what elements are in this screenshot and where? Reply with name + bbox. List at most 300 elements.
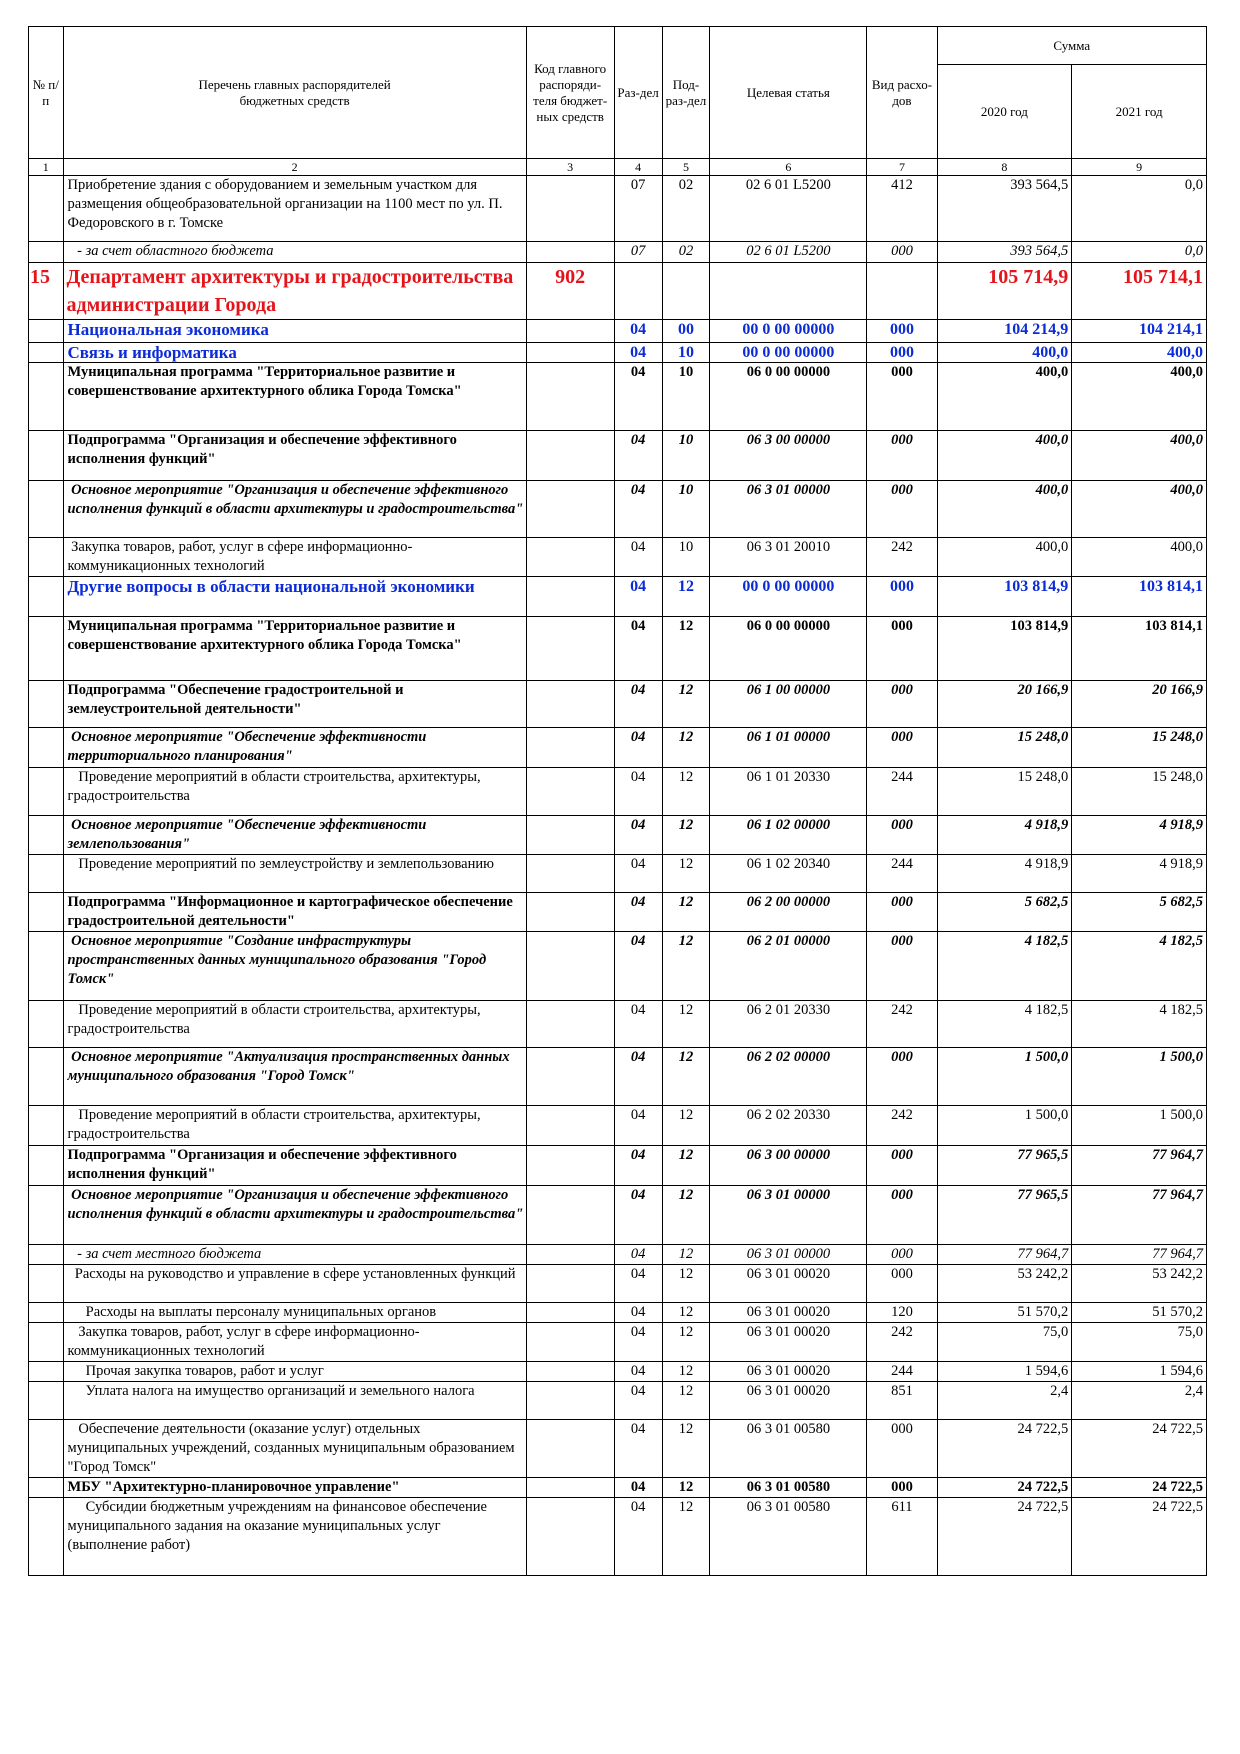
col-podrazdel-header: Под-раз-дел: [662, 27, 710, 159]
row-name: Основное мероприятие "Обеспечение эффективности территориального планирования": [63, 728, 526, 768]
row-razdel: 04: [614, 1106, 662, 1146]
row-article: 06 2 01 20330: [710, 1001, 867, 1048]
row-vid: 000: [867, 577, 937, 617]
row-sum-2021: 24 722,5: [1072, 1498, 1207, 1576]
row-article: 06 1 02 20340: [710, 855, 867, 893]
row-code: [526, 855, 614, 893]
row-vid: 000: [867, 1146, 937, 1186]
row-razdel: 04: [614, 1186, 662, 1245]
row-name: Муниципальная программа "Территориальное развитие и совершенствование архитектурного облика Города Томска": [63, 363, 526, 431]
row-code: [526, 1303, 614, 1323]
row-article: 00 0 00 00000: [710, 320, 867, 343]
row-sum-2021: 4 182,5: [1072, 1001, 1207, 1048]
row-sum-2021: 103 814,1: [1072, 577, 1207, 617]
row-sum-2020: 20 166,9: [937, 681, 1072, 728]
row-name: Проведение мероприятий в области строительства, архитектуры, градостроительства: [63, 1001, 526, 1048]
row-code: [526, 816, 614, 855]
table-row: [29, 1245, 1207, 1265]
row-razdel: 04: [614, 577, 662, 617]
row-number: [29, 1146, 64, 1186]
row-podrazdel: 12: [662, 893, 710, 932]
row-article: 06 3 01 00020: [710, 1303, 867, 1323]
table-row: [29, 320, 1207, 343]
table-row: [29, 176, 1207, 242]
table-row: [29, 1478, 1207, 1498]
table-row: [29, 481, 1207, 538]
row-sum-2020: 1 500,0: [937, 1106, 1072, 1146]
row-number: [29, 242, 64, 263]
table-row: [29, 1001, 1207, 1048]
row-sum-2020: 1 594,6: [937, 1362, 1072, 1382]
row-number: [29, 932, 64, 1001]
row-article: 06 0 00 00000: [710, 363, 867, 431]
row-sum-2020: 400,0: [937, 481, 1072, 538]
row-article: 06 3 00 00000: [710, 431, 867, 481]
row-name: Муниципальная программа "Территориальное развитие и совершенствование архитектурного облика Города Томска": [63, 617, 526, 681]
row-razdel: 04: [614, 1323, 662, 1362]
row-code: [526, 1265, 614, 1303]
row-vid: 000: [867, 617, 937, 681]
col-sum-header: Сумма: [937, 27, 1206, 65]
table-row: [29, 431, 1207, 481]
row-article: 06 3 01 00000: [710, 1186, 867, 1245]
column-number: 3: [526, 159, 614, 176]
row-sum-2021: 0,0: [1072, 176, 1207, 242]
row-podrazdel: 12: [662, 932, 710, 1001]
row-sum-2020: 4 182,5: [937, 932, 1072, 1001]
row-article: 06 3 01 00020: [710, 1382, 867, 1420]
col-code-header: Код главного распоряди-теля бюджет-ных средств: [526, 27, 614, 159]
table-row: [29, 855, 1207, 893]
table-row: [29, 1420, 1207, 1478]
table-row: [29, 1048, 1207, 1106]
row-razdel: 04: [614, 1245, 662, 1265]
row-name: Подпрограмма "Организация и обеспечение эффективного исполнения функций": [63, 431, 526, 481]
row-sum-2020: 5 682,5: [937, 893, 1072, 932]
column-numbers-row: [29, 159, 1207, 176]
row-code: [526, 1362, 614, 1382]
row-name: - за счет местного бюджета: [63, 1245, 526, 1265]
row-podrazdel: 12: [662, 577, 710, 617]
row-code: [526, 728, 614, 768]
row-podrazdel: 02: [662, 242, 710, 263]
row-article: 06 3 01 00580: [710, 1498, 867, 1576]
row-razdel: 04: [614, 855, 662, 893]
row-code: [526, 242, 614, 263]
column-number: 6: [710, 159, 867, 176]
row-razdel: 04: [614, 768, 662, 816]
table-row: [29, 1498, 1207, 1576]
row-sum-2021: 103 814,1: [1072, 617, 1207, 681]
row-podrazdel: 12: [662, 1265, 710, 1303]
row-sum-2021: 1 594,6: [1072, 1362, 1207, 1382]
col-razdel-header: Раз-дел: [614, 27, 662, 159]
row-sum-2021: 77 964,7: [1072, 1186, 1207, 1245]
row-sum-2020: 400,0: [937, 343, 1072, 363]
row-name: Приобретение здания с оборудованием и земельным участком для размещения общеобразовательной организации на 1100 мест по ул. П. Федоровского в г. Томске: [63, 176, 526, 242]
table-row: [29, 932, 1207, 1001]
row-razdel: 07: [614, 176, 662, 242]
row-name: Основное мероприятие "Создание инфраструктуры пространственных данных муниципального образования "Город Томск": [63, 932, 526, 1001]
row-code: [526, 1478, 614, 1498]
row-number: [29, 320, 64, 343]
row-razdel: 04: [614, 538, 662, 577]
table-row: [29, 363, 1207, 431]
row-name: Основное мероприятие "Актуализация пространственных данных муниципального образования "Город Томск": [63, 1048, 526, 1106]
row-sum-2021: 400,0: [1072, 481, 1207, 538]
row-article: 06 1 00 00000: [710, 681, 867, 728]
row-name: МБУ "Архитектурно-планировочное управление": [63, 1478, 526, 1498]
row-vid: 120: [867, 1303, 937, 1323]
row-sum-2020: 4 918,9: [937, 816, 1072, 855]
row-sum-2020: 15 248,0: [937, 728, 1072, 768]
column-number: 9: [1072, 159, 1207, 176]
table-row: [29, 728, 1207, 768]
row-vid: 611: [867, 1498, 937, 1576]
row-number: 15: [29, 263, 64, 320]
row-vid: 851: [867, 1382, 937, 1420]
row-name: Уплата налога на имущество организаций и земельного налога: [63, 1382, 526, 1420]
row-article: 06 3 01 00020: [710, 1265, 867, 1303]
row-podrazdel: 12: [662, 681, 710, 728]
row-sum-2021: 53 242,2: [1072, 1265, 1207, 1303]
column-number: 4: [614, 159, 662, 176]
table-row: [29, 343, 1207, 363]
row-code: [526, 1048, 614, 1106]
col-2021-header: 2021 год: [1072, 65, 1207, 159]
row-razdel: 04: [614, 1001, 662, 1048]
row-article: 06 3 01 00580: [710, 1420, 867, 1478]
column-number: 7: [867, 159, 937, 176]
row-podrazdel: 00: [662, 320, 710, 343]
row-sum-2020: 77 964,7: [937, 1245, 1072, 1265]
row-name: Основное мероприятие "Организация и обеспечение эффективного исполнения функций в области архитектуры и градостроительства": [63, 1186, 526, 1245]
row-sum-2021: 20 166,9: [1072, 681, 1207, 728]
column-number: 2: [63, 159, 526, 176]
row-name: Подпрограмма "Информационное и картографическое обеспечение градостроительной деятельности": [63, 893, 526, 932]
row-vid: 412: [867, 176, 937, 242]
table-row: [29, 1382, 1207, 1420]
row-code: [526, 343, 614, 363]
row-number: [29, 1382, 64, 1420]
row-razdel: 04: [614, 1146, 662, 1186]
row-code: [526, 1498, 614, 1576]
row-sum-2021: 104 214,1: [1072, 320, 1207, 343]
row-number: [29, 1186, 64, 1245]
table-row: [29, 1303, 1207, 1323]
row-vid: 244: [867, 855, 937, 893]
row-sum-2020: 4 918,9: [937, 855, 1072, 893]
row-number: [29, 1498, 64, 1576]
row-code: 902: [526, 263, 614, 320]
row-number: [29, 577, 64, 617]
row-article: 06 0 00 00000: [710, 617, 867, 681]
row-vid: 000: [867, 1265, 937, 1303]
row-number: [29, 1265, 64, 1303]
row-code: [526, 481, 614, 538]
table-row: [29, 242, 1207, 263]
row-podrazdel: 12: [662, 1420, 710, 1478]
row-podrazdel: 12: [662, 768, 710, 816]
row-code: [526, 932, 614, 1001]
row-number: [29, 1106, 64, 1146]
row-razdel: 04: [614, 431, 662, 481]
row-vid: 000: [867, 1420, 937, 1478]
row-code: [526, 538, 614, 577]
table-row: [29, 1146, 1207, 1186]
row-sum-2021: 77 964,7: [1072, 1146, 1207, 1186]
col-name-header: Перечень главных распорядителей бюджетных средств: [63, 27, 526, 159]
row-razdel: 04: [614, 893, 662, 932]
row-sum-2021: 400,0: [1072, 538, 1207, 577]
row-number: [29, 176, 64, 242]
row-number: [29, 1420, 64, 1478]
col-2020-header: 2020 год: [937, 65, 1072, 159]
row-article: 06 2 01 00000: [710, 932, 867, 1001]
row-sum-2020: 103 814,9: [937, 617, 1072, 681]
table-row: [29, 577, 1207, 617]
table-row: [29, 681, 1207, 728]
row-razdel: 04: [614, 1362, 662, 1382]
row-sum-2020: 24 722,5: [937, 1498, 1072, 1576]
row-code: [526, 320, 614, 343]
row-vid: 000: [867, 1478, 937, 1498]
row-article: 06 3 00 00000: [710, 1146, 867, 1186]
row-name: Субсидии бюджетным учреждениям на финансовое обеспечение муниципального задания на оказание муниципальных услуг (выполнение работ): [63, 1498, 526, 1576]
row-sum-2021: 4 182,5: [1072, 932, 1207, 1001]
row-vid: 000: [867, 816, 937, 855]
row-sum-2021: 4 918,9: [1072, 855, 1207, 893]
row-article: 02 6 01 L5200: [710, 242, 867, 263]
row-razdel: 04: [614, 343, 662, 363]
row-code: [526, 431, 614, 481]
row-number: [29, 1245, 64, 1265]
row-razdel: 04: [614, 320, 662, 343]
row-sum-2020: 53 242,2: [937, 1265, 1072, 1303]
table-row: [29, 617, 1207, 681]
row-code: [526, 1382, 614, 1420]
row-podrazdel: 12: [662, 1303, 710, 1323]
row-number: [29, 538, 64, 577]
row-vid: 000: [867, 1186, 937, 1245]
row-number: [29, 768, 64, 816]
row-code: [526, 176, 614, 242]
row-name: Связь и информатика: [63, 343, 526, 363]
row-podrazdel: 10: [662, 481, 710, 538]
row-vid: 242: [867, 1001, 937, 1048]
row-code: [526, 768, 614, 816]
row-vid: 000: [867, 481, 937, 538]
row-sum-2021: 400,0: [1072, 343, 1207, 363]
row-name: Департамент архитектуры и градостроительства администрации Города: [63, 263, 526, 320]
row-name: Обеспечение деятельности (оказание услуг) отдельных муниципальных учреждений, созданных муниципальным образованием "Город Томск": [63, 1420, 526, 1478]
table-row: [29, 1106, 1207, 1146]
row-razdel: 04: [614, 681, 662, 728]
table-row: [29, 1323, 1207, 1362]
row-sum-2020: 51 570,2: [937, 1303, 1072, 1323]
row-number: [29, 1478, 64, 1498]
row-sum-2021: 2,4: [1072, 1382, 1207, 1420]
row-vid: [867, 263, 937, 320]
row-number: [29, 617, 64, 681]
row-name: Основное мероприятие "Организация и обеспечение эффективного исполнения функций в области архитектуры и градостроительства": [63, 481, 526, 538]
row-sum-2021: 24 722,5: [1072, 1420, 1207, 1478]
row-article: 06 1 01 20330: [710, 768, 867, 816]
row-name: Закупка товаров, работ, услуг в сфере информационно-коммуникационных технологий: [63, 538, 526, 577]
row-razdel: [614, 263, 662, 320]
row-sum-2020: 77 965,5: [937, 1186, 1072, 1245]
column-number: 8: [937, 159, 1072, 176]
row-sum-2020: 1 500,0: [937, 1048, 1072, 1106]
row-sum-2021: 400,0: [1072, 363, 1207, 431]
row-name: Проведение мероприятий по землеустройству и землепользованию: [63, 855, 526, 893]
row-code: [526, 363, 614, 431]
row-sum-2020: 400,0: [937, 363, 1072, 431]
column-number: 5: [662, 159, 710, 176]
table-row: [29, 1186, 1207, 1245]
row-vid: 242: [867, 1106, 937, 1146]
row-number: [29, 1323, 64, 1362]
row-name: Подпрограмма "Организация и обеспечение эффективного исполнения функций": [63, 1146, 526, 1186]
col-vid-header: Вид расхо-дов: [867, 27, 937, 159]
row-sum-2021: 4 918,9: [1072, 816, 1207, 855]
row-article: 06 3 01 20010: [710, 538, 867, 577]
row-number: [29, 816, 64, 855]
row-sum-2021: 0,0: [1072, 242, 1207, 263]
table-row: [29, 263, 1207, 320]
row-sum-2021: 15 248,0: [1072, 728, 1207, 768]
row-razdel: 04: [614, 1303, 662, 1323]
row-code: [526, 577, 614, 617]
row-article: 06 1 01 00000: [710, 728, 867, 768]
row-sum-2020: 103 814,9: [937, 577, 1072, 617]
row-number: [29, 431, 64, 481]
row-number: [29, 728, 64, 768]
row-podrazdel: 12: [662, 1106, 710, 1146]
row-number: [29, 343, 64, 363]
row-podrazdel: 12: [662, 617, 710, 681]
row-number: [29, 1048, 64, 1106]
row-code: [526, 1106, 614, 1146]
row-sum-2021: 105 714,1: [1072, 263, 1207, 320]
row-vid: 244: [867, 768, 937, 816]
budget-table: [28, 26, 1207, 1576]
row-vid: 242: [867, 1323, 937, 1362]
row-podrazdel: 12: [662, 1001, 710, 1048]
row-razdel: 04: [614, 1382, 662, 1420]
row-razdel: 04: [614, 1498, 662, 1576]
row-sum-2021: 24 722,5: [1072, 1478, 1207, 1498]
row-sum-2021: 5 682,5: [1072, 893, 1207, 932]
row-sum-2020: 24 722,5: [937, 1420, 1072, 1478]
row-article: 02 6 01 L5200: [710, 176, 867, 242]
row-code: [526, 681, 614, 728]
row-vid: 000: [867, 932, 937, 1001]
row-sum-2020: 4 182,5: [937, 1001, 1072, 1048]
row-razdel: 04: [614, 363, 662, 431]
row-sum-2021: 77 964,7: [1072, 1245, 1207, 1265]
row-article: 06 3 01 00020: [710, 1323, 867, 1362]
row-number: [29, 855, 64, 893]
row-sum-2020: 105 714,9: [937, 263, 1072, 320]
row-code: [526, 1001, 614, 1048]
row-article: 06 3 01 00000: [710, 1245, 867, 1265]
row-sum-2020: 15 248,0: [937, 768, 1072, 816]
row-sum-2021: 1 500,0: [1072, 1048, 1207, 1106]
row-razdel: 04: [614, 1048, 662, 1106]
row-sum-2020: 400,0: [937, 431, 1072, 481]
budget-table-sheet: [28, 26, 1207, 1576]
row-vid: 000: [867, 681, 937, 728]
row-sum-2021: 51 570,2: [1072, 1303, 1207, 1323]
row-sum-2021: 75,0: [1072, 1323, 1207, 1362]
row-podrazdel: 10: [662, 431, 710, 481]
row-podrazdel: 12: [662, 1478, 710, 1498]
row-razdel: 04: [614, 1478, 662, 1498]
row-code: [526, 1186, 614, 1245]
row-code: [526, 893, 614, 932]
table-row: [29, 538, 1207, 577]
row-razdel: 07: [614, 242, 662, 263]
row-sum-2020: 393 564,5: [937, 242, 1072, 263]
row-vid: 000: [867, 893, 937, 932]
budget-rows: [29, 176, 1207, 1576]
row-article: 00 0 00 00000: [710, 577, 867, 617]
row-article: 06 2 02 20330: [710, 1106, 867, 1146]
row-vid: 244: [867, 1362, 937, 1382]
row-razdel: 04: [614, 932, 662, 1001]
row-number: [29, 363, 64, 431]
col-article-header: Целевая статья: [710, 27, 867, 159]
row-number: [29, 681, 64, 728]
row-name: Закупка товаров, работ, услуг в сфере информационно-коммуникационных технологий: [63, 1323, 526, 1362]
row-podrazdel: 02: [662, 176, 710, 242]
row-name: Расходы на выплаты персоналу муниципальных органов: [63, 1303, 526, 1323]
row-podrazdel: 12: [662, 1498, 710, 1576]
row-name: - за счет областного бюджета: [63, 242, 526, 263]
row-vid: 000: [867, 728, 937, 768]
row-sum-2020: 400,0: [937, 538, 1072, 577]
row-sum-2021: 1 500,0: [1072, 1106, 1207, 1146]
row-sum-2020: 77 965,5: [937, 1146, 1072, 1186]
row-sum-2021: 400,0: [1072, 431, 1207, 481]
row-number: [29, 1303, 64, 1323]
row-razdel: 04: [614, 728, 662, 768]
row-article: 06 2 00 00000: [710, 893, 867, 932]
row-podrazdel: 12: [662, 1146, 710, 1186]
row-sum-2020: 75,0: [937, 1323, 1072, 1362]
table-row: [29, 816, 1207, 855]
row-podrazdel: 12: [662, 1323, 710, 1362]
row-article: 00 0 00 00000: [710, 343, 867, 363]
row-vid: 000: [867, 1048, 937, 1106]
row-name: Проведение мероприятий в области строительства, архитектуры, градостроительства: [63, 768, 526, 816]
row-razdel: 04: [614, 1265, 662, 1303]
row-article: 06 3 01 00020: [710, 1362, 867, 1382]
row-podrazdel: 12: [662, 816, 710, 855]
table-row: [29, 1362, 1207, 1382]
row-vid: 000: [867, 343, 937, 363]
row-sum-2020: 104 214,9: [937, 320, 1072, 343]
row-vid: 000: [867, 431, 937, 481]
row-vid: 000: [867, 363, 937, 431]
row-article: 06 1 02 00000: [710, 816, 867, 855]
row-name: Подпрограмма "Обеспечение градостроительной и землеустроительной деятельности": [63, 681, 526, 728]
row-vid: 000: [867, 1245, 937, 1265]
row-code: [526, 1146, 614, 1186]
row-razdel: 04: [614, 1420, 662, 1478]
row-sum-2020: 2,4: [937, 1382, 1072, 1420]
